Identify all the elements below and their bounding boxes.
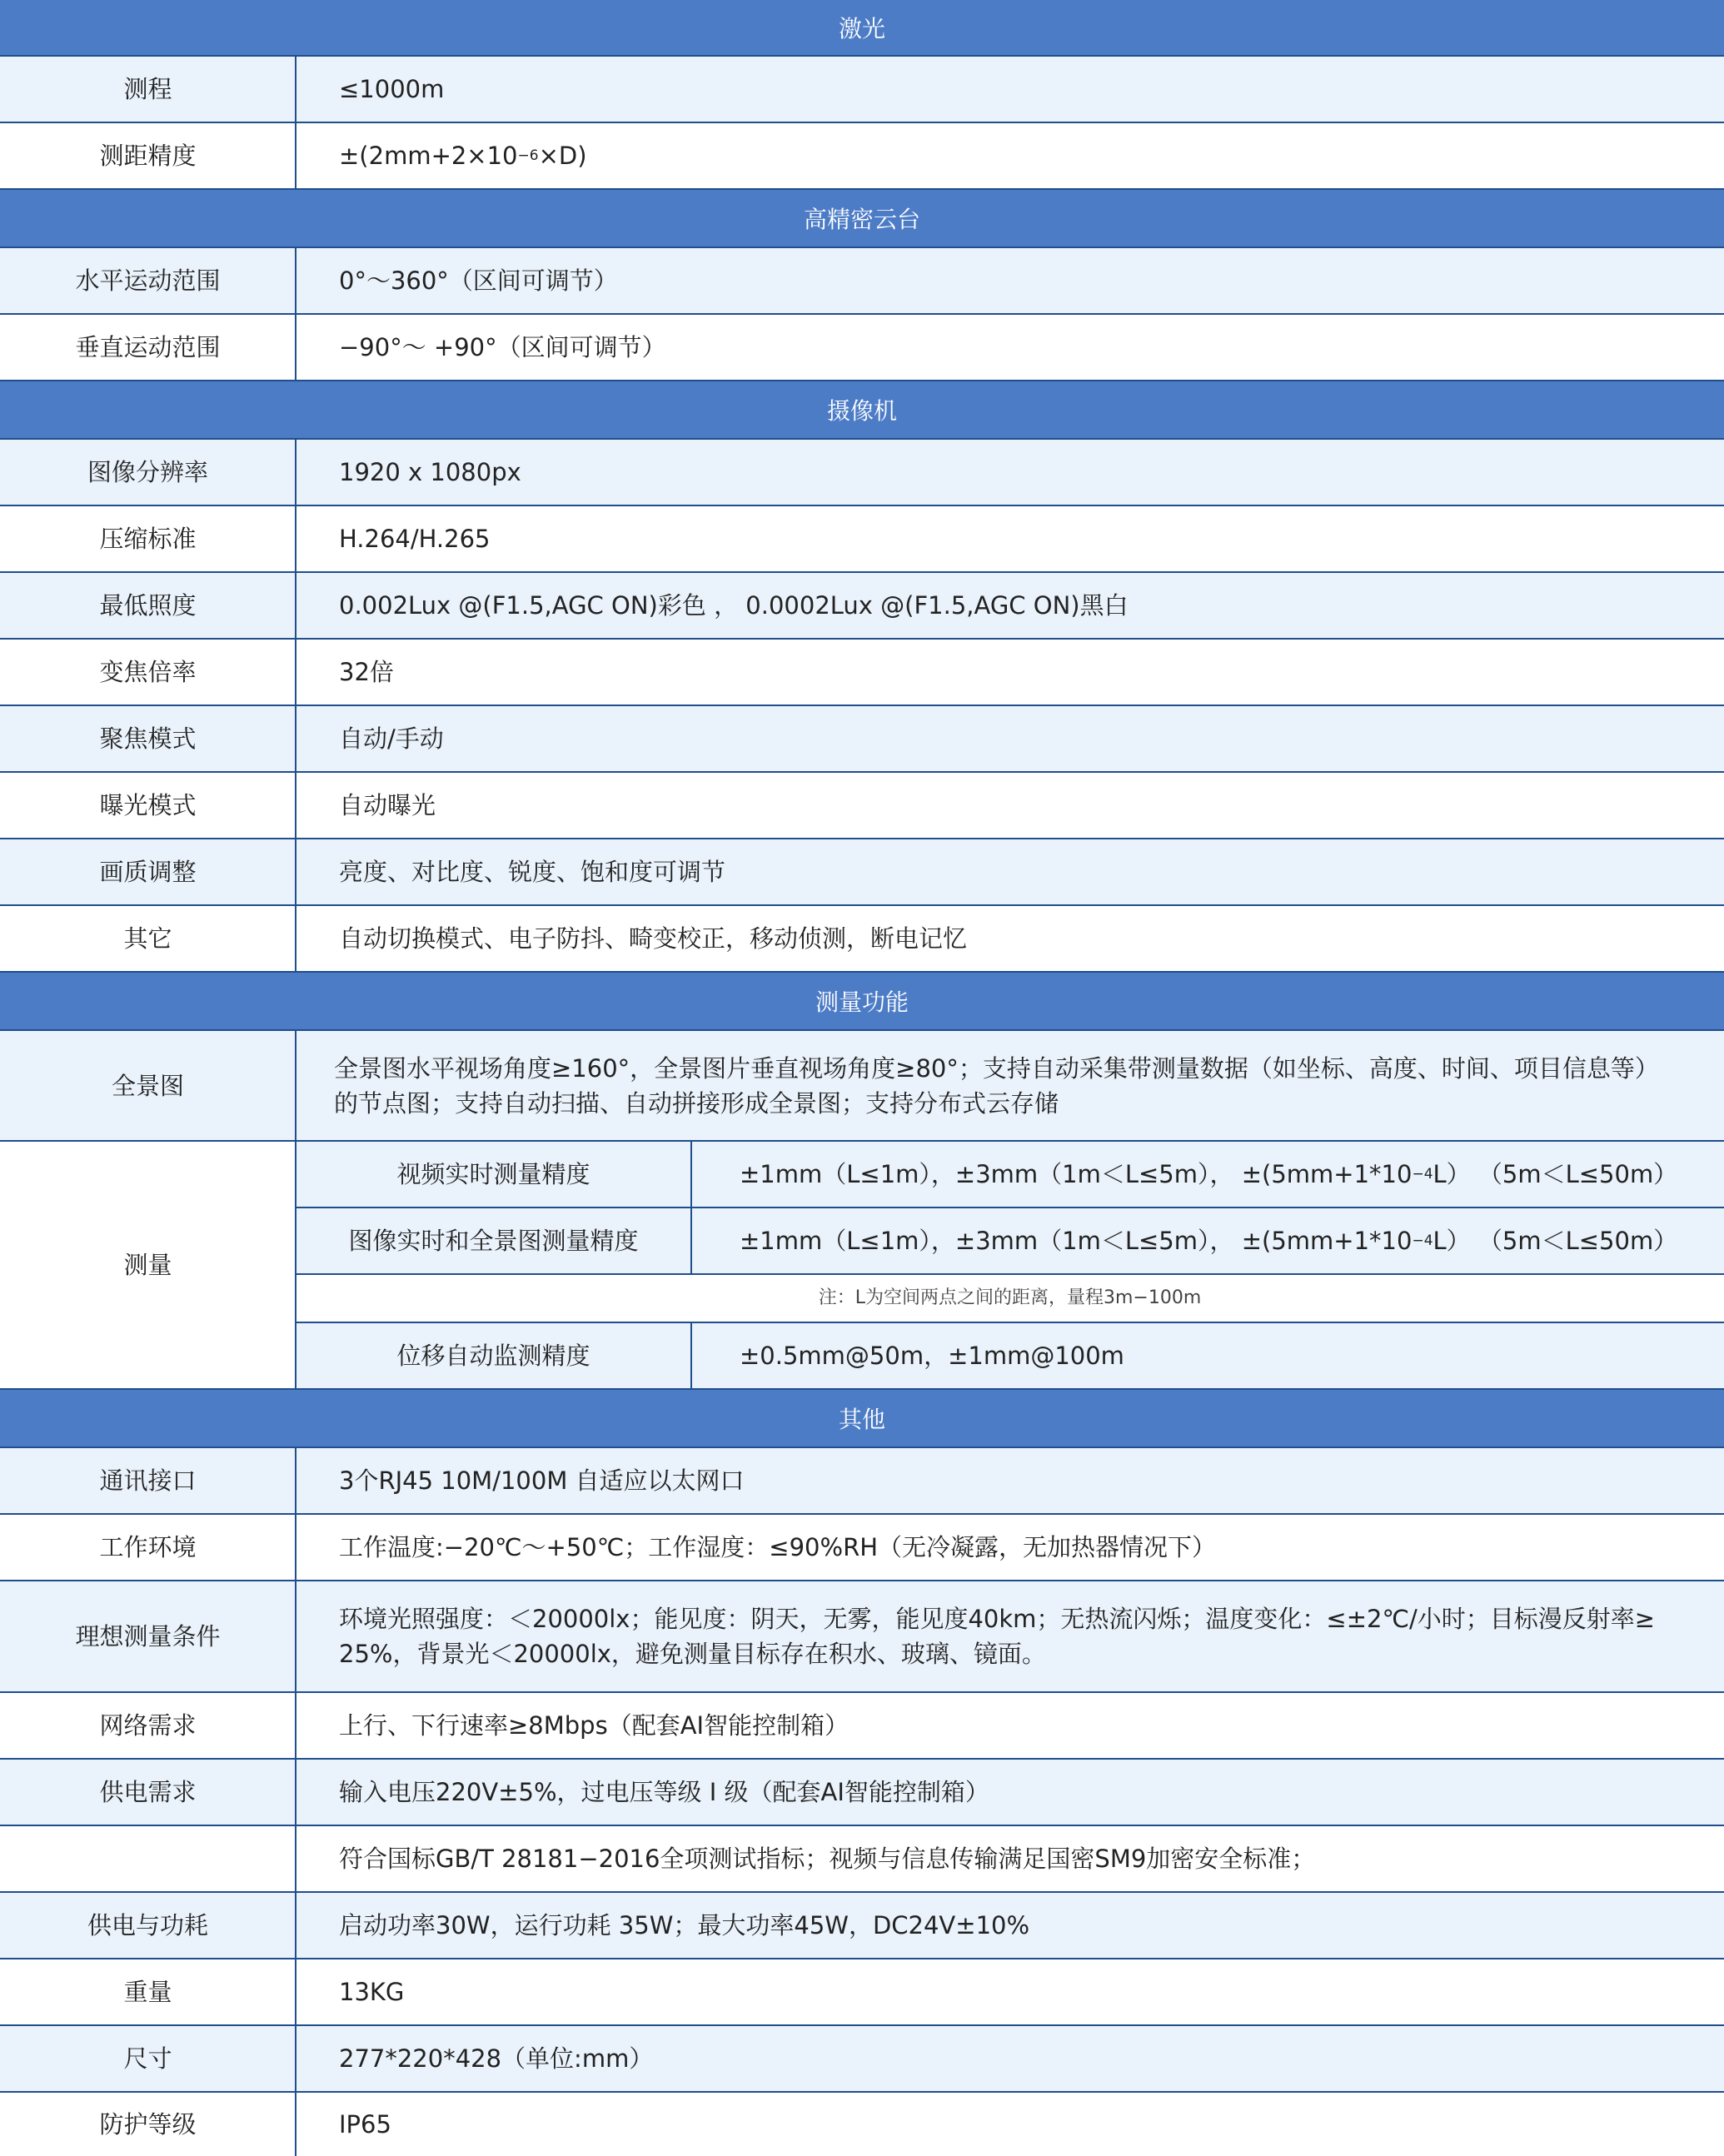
row-label: 工作环境 [0,1515,296,1581]
row-ranging-accuracy [0,123,1724,190]
row-label: 防护等级 [0,2093,296,2156]
sub-label: 图像实时和全景图测量精度 [296,1208,691,1275]
section-title: 高精密云台 [803,206,920,233]
row-image-quality [0,839,1724,906]
section-title: 其他 [838,1406,885,1433]
row-value: 1920 x 1080px [296,440,1724,506]
row-value: 启动功率30W，运行功耗 35W；最大功率45W，DC24V±10% [296,1893,1724,1959]
section-header-gimbal [0,190,1724,248]
row-value: 13KG [296,1959,1724,2026]
row-value: 输入电压220V±5%，过电压等级 Ⅰ 级（配套AI智能控制箱） [296,1760,1724,1826]
value-text: L） （5m＜L≤50m） [1433,1227,1678,1255]
column-divider [690,1142,692,1275]
row-vertical-range [0,315,1724,381]
row-value: 自动切换模式、电子防抖、畸变校正，移动侦测，断电记忆 [296,906,1724,973]
value-text: ±1mm（L≤1m），±3mm（1m＜L≤5m）， ±(5mm+1*10 [740,1160,1413,1188]
row-value: IP65 [296,2093,1724,2156]
section-title: 激光 [838,15,885,42]
column-divider [295,1448,296,2156]
row-value: ≤1000m [296,57,1724,123]
section-header-other [0,1390,1724,1448]
row-zoom [0,640,1724,706]
row-value: 3个RJ45 10M/100M 自适应以太网口 [296,1448,1724,1515]
row-protection [0,2093,1724,2156]
row-weight [0,1959,1724,2026]
row-value: 0°～360°（区间可调节） [296,248,1724,315]
row-label: 供电需求 [0,1760,296,1826]
row-misc [0,906,1724,973]
row-value: 自动曝光 [296,773,1724,839]
value-text: ±(2mm+2×10 [339,142,518,170]
sub-label: 视频实时测量精度 [296,1142,691,1208]
row-value: 277*220*428（单位:mm） [296,2026,1724,2093]
column-divider [295,248,296,381]
row-interface [0,1448,1724,1515]
column-divider [690,1323,692,1390]
row-label [0,1826,296,1893]
row-value: 32倍 [296,640,1724,706]
row-power-consumption [0,1893,1724,1959]
row-resolution [0,440,1724,506]
row-label: 网络需求 [0,1693,296,1760]
row-label: 垂直运动范围 [0,315,296,381]
row-label: 画质调整 [0,839,296,906]
row-label: 图像分辨率 [0,440,296,506]
row-min-illumination [0,573,1724,640]
column-divider [295,440,296,973]
row-label: 尺寸 [0,2026,296,2093]
row-value: ±(2mm+2×10 −6 ×D) [296,123,1724,190]
value-text: ±1mm（L≤1m），±3mm（1m＜L≤5m）， ±(5mm+1*10 [740,1227,1413,1255]
row-label: 理想测量条件 [0,1581,296,1693]
row-ideal-conditions [0,1581,1724,1693]
column-divider [295,57,296,190]
row-label: 其它 [0,906,296,973]
row-label: 测距精度 [0,123,296,190]
section-header-measurement [0,973,1724,1031]
sub-label: 位移自动监测精度 [296,1323,691,1390]
row-standard [0,1826,1724,1893]
row-value: 上行、下行速率≥8Mbps（配套AI智能控制箱） [296,1693,1724,1760]
row-panorama [0,1031,1724,1142]
row-exposure-mode [0,773,1724,839]
row-range [0,57,1724,123]
row-value: 0.002Lux @(F1.5,AGC ON)彩色 ， 0.0002Lux @(F1.5,AGC ON)黑白 [296,573,1724,640]
row-value: 亮度、对比度、锐度、饱和度可调节 [296,839,1724,906]
section-header-camera [0,381,1724,440]
value-text: L） （5m＜L≤50m） [1433,1160,1678,1188]
section-title: 测量功能 [815,988,909,1016]
row-value: H.264/H.265 [296,506,1724,573]
row-label: 聚焦模式 [0,706,296,773]
row-label: 重量 [0,1959,296,2026]
row-label: 曝光模式 [0,773,296,839]
row-compression [0,506,1724,573]
row-power-supply [0,1760,1724,1826]
row-label: 通讯接口 [0,1448,296,1515]
value-line: 环境光照强度：＜20000lx；能见度：阴天，无雾，能见度40km；无热流闪烁；温度变化：≤±2℃/小时；目标漫反射率≥ [339,1605,1656,1633]
row-label: 变焦倍率 [0,640,296,706]
row-label: 最低照度 [0,573,296,640]
row-value: 符合国标GB/T 28181−2016全项测试指标；视频与信息传输满足国密SM9加密安全标准； [296,1826,1724,1893]
row-environment [0,1515,1724,1581]
row-value: 工作温度:−20℃～+50℃；工作湿度：≤90%RH（无冷凝露，无加热器情况下） [296,1515,1724,1581]
sub-value: ±1mm（L≤1m），±3mm（1m＜L≤5m）， ±(5mm+1*10 −4 L） （5m＜L≤50m） [691,1208,1724,1275]
row-size [0,2026,1724,2093]
sub-value: ±0.5mm@50m，±1mm@100m [691,1323,1724,1390]
row-value: −90°～ +90°（区间可调节） [296,315,1724,381]
row-label: 测量 [0,1142,296,1390]
row-horizontal-range [0,248,1724,315]
row-value [296,1581,1724,1693]
section-title: 摄像机 [826,397,897,425]
row-network [0,1693,1724,1760]
row-label: 水平运动范围 [0,248,296,315]
value-text: ×D) [538,142,587,170]
note: 注：L为空间两点之间的距离，量程3m−100m [296,1275,1724,1323]
value-line: 的节点图；支持自动扫描、自动拼接形成全景图；支持分布式云存储 [334,1088,1059,1118]
row-focus-mode [0,706,1724,773]
value-line: 全景图水平视场角度≥160°，全景图片垂直视场角度≥80°；支持自动采集带测量数据（如坐标、高度、时间、项目信息等） [334,1053,1659,1083]
row-label: 供电与功耗 [0,1893,296,1959]
row-value: 自动/手动 [296,706,1724,773]
row-label: 测程 [0,57,296,123]
row-value [296,1031,1724,1142]
row-label: 压缩标准 [0,506,296,573]
sub-value: ±1mm（L≤1m），±3mm（1m＜L≤5m）， ±(5mm+1*10 −4 L） （5m＜L≤50m） [691,1142,1724,1208]
section-header-laser [0,0,1724,57]
value-line: 25%，背景光＜20000lx，避免测量目标存在积水、玻璃、镜面。 [339,1640,1046,1668]
row-label: 全景图 [0,1031,296,1142]
group-measure [0,1142,1724,1390]
column-divider [295,1031,296,1390]
